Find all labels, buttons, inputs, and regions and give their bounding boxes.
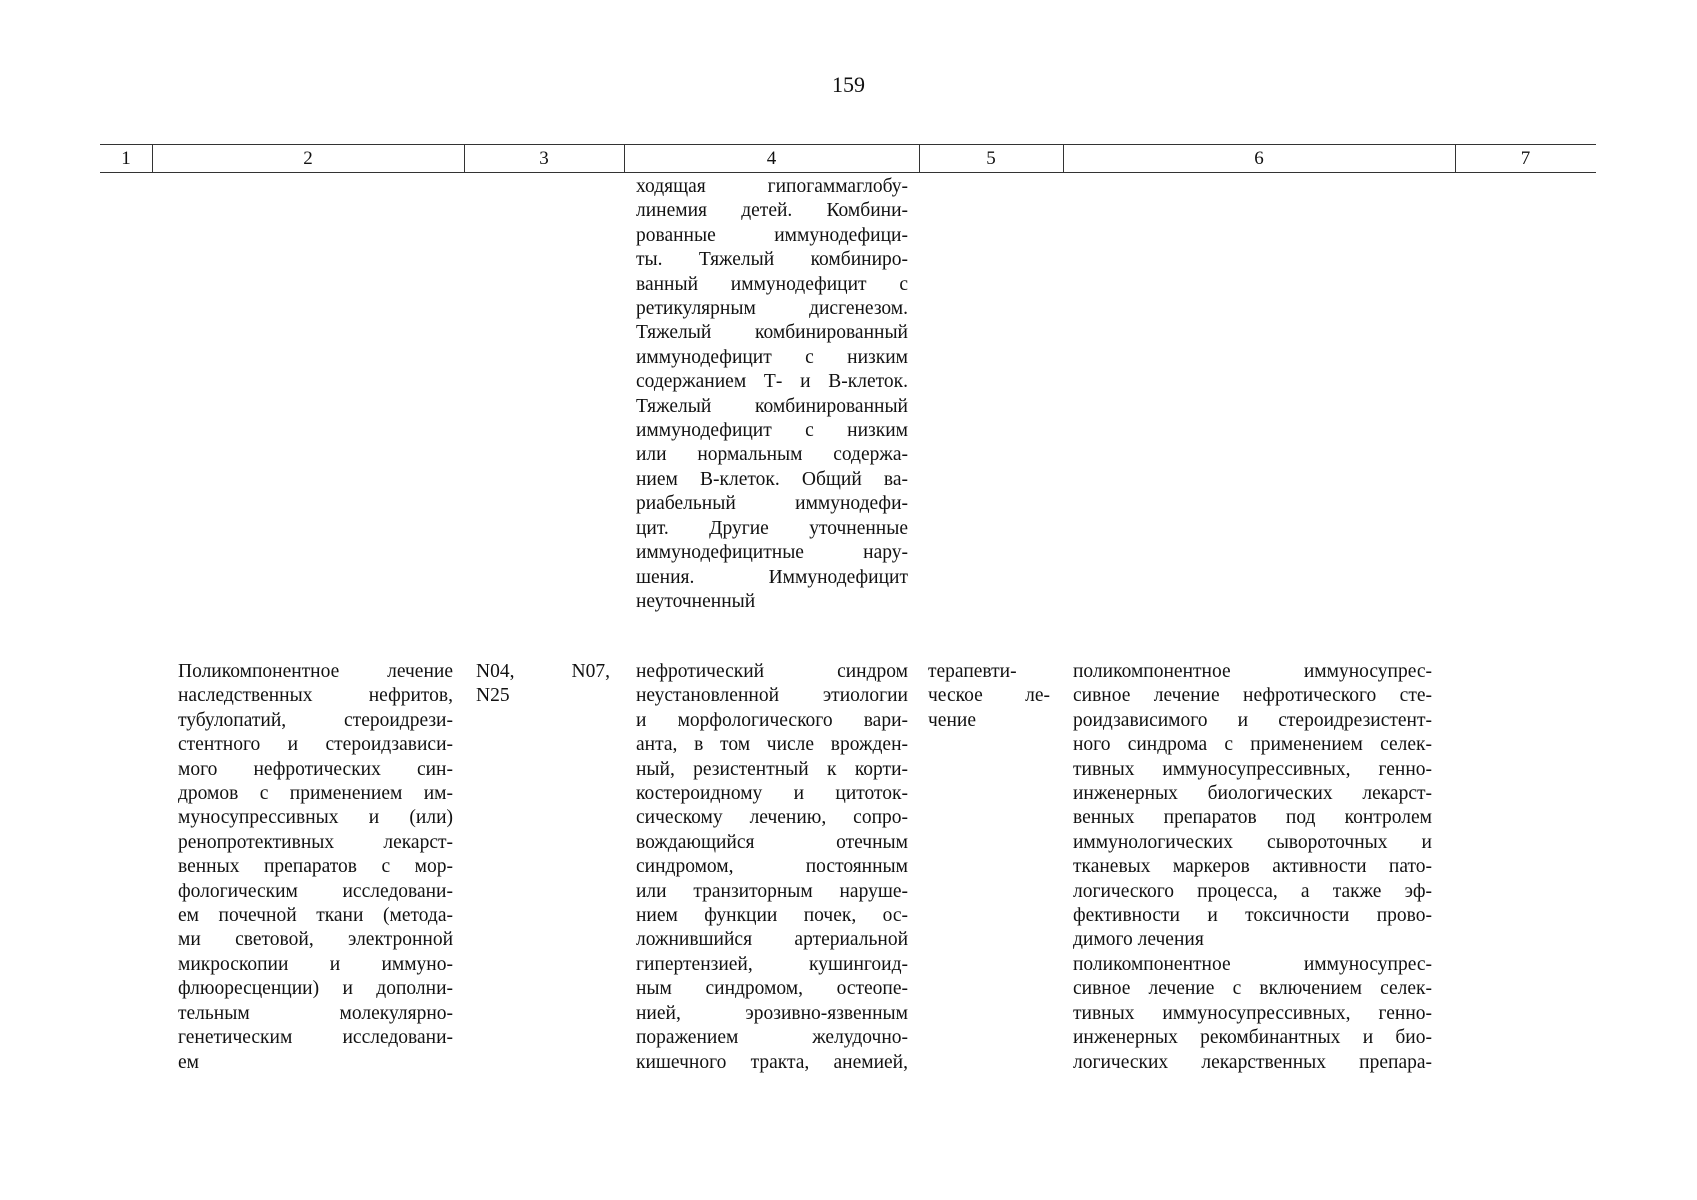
text-line: фологическим исследовани- [178, 880, 453, 902]
text-line: ный, резистентный к корти- [636, 758, 908, 780]
treatment-type-cell [928, 660, 1050, 733]
column-number-7: 7 [1520, 148, 1531, 169]
text-line: цит. Другие уточненные [636, 517, 908, 539]
text-line: инженерных биологических лекарст- [1073, 783, 1432, 805]
text-line: ем [178, 1051, 199, 1073]
text-line: содержанием Т- и В-клеток. [636, 371, 908, 393]
text-line: иммунодефицитные нару- [636, 542, 908, 564]
text-line: риабельный иммунодефи- [636, 493, 908, 515]
text-line: флюоресценции) и дополни- [178, 978, 453, 1000]
continued-diagnoses-cell [636, 175, 908, 614]
text-line: ходящая гипогаммаглобу- [636, 176, 908, 197]
text-line: микроскопии и иммуно- [178, 953, 453, 975]
text-line: Поликомпонентное лечение [178, 661, 453, 682]
text-line: рованные иммунодефици- [636, 224, 908, 246]
text-line: дромов с применением им- [178, 783, 453, 805]
text-line: кишечного тракта, анемией, [636, 1051, 908, 1073]
text-line: N04, N07, [476, 661, 610, 682]
text-line: синдромом, постоянным [636, 856, 908, 878]
column-number-2: 2 [303, 148, 313, 169]
text-line: сическому лечению, сопро- [636, 807, 908, 829]
text-line: нием функции почек, ос- [636, 905, 908, 927]
diagnosis-cell [636, 660, 908, 1075]
text-line: тубулопатий, стероидрези- [178, 709, 453, 731]
text-line: наследственных нефритов, [178, 685, 453, 707]
service-name-cell [178, 660, 453, 1075]
text-line: или нормальным содержа- [636, 444, 908, 466]
text-line: логических лекарственных препара- [1073, 1051, 1432, 1073]
column-number-5: 5 [986, 148, 996, 169]
column-number-4: 4 [766, 148, 777, 169]
text-line: костероидному и цитоток- [636, 783, 908, 805]
text-line: ложнившийся артериальной [636, 929, 908, 951]
text-line: вождающийся отечным [636, 831, 908, 853]
text-line: неустановленной этиологии [636, 685, 908, 707]
text-line: генетическим исследовани- [178, 1027, 453, 1049]
text-line: ным синдромом, остеопе- [636, 978, 908, 1000]
text-line: Тяжелый комбинированный [636, 322, 908, 344]
text-line: или транзиторным наруше- [636, 880, 908, 902]
text-line: чение [928, 709, 976, 731]
icd-codes-cell [476, 660, 610, 709]
text-line: ты. Тяжелый комбиниро- [636, 249, 908, 271]
column-number-1: 1 [121, 148, 131, 169]
text-line: нией, эрозивно-язвенным [636, 1002, 908, 1024]
text-line: ческое ле- [928, 685, 1050, 707]
text-line: муносупрессивных и (или) [178, 807, 453, 829]
text-line: ванный иммунодефицит с [636, 273, 908, 295]
text-line: тканевых маркеров активности пато- [1073, 856, 1432, 878]
text-line: мого нефротических син- [178, 758, 453, 780]
text-line: роидзависимого и стероидрезистент- [1073, 709, 1432, 731]
text-line: венных препаратов под контролем [1073, 807, 1432, 829]
text-line: анта, в том числе врожден- [636, 734, 908, 756]
text-line: N25 [476, 685, 510, 707]
text-line: неуточненный [636, 590, 756, 612]
column-number-6: 6 [1254, 148, 1264, 169]
text-line: и морфологического вари- [636, 709, 908, 731]
text-line: сивное лечение нефротического сте- [1073, 685, 1432, 707]
table-header-row [100, 144, 1596, 173]
text-line: гипертензией, кушингоид- [636, 953, 908, 975]
text-line: нефротический синдром [636, 661, 908, 682]
text-line: линемия детей. Комбини- [636, 200, 908, 222]
text-line: иммунодефицит с низким [636, 346, 908, 368]
text-line: ретикулярным дисгенезом. [636, 298, 908, 320]
text-line: шения. Иммунодефицит [636, 566, 908, 588]
treatment-method-cell [1073, 660, 1432, 1075]
text-line: тельным молекулярно- [178, 1002, 453, 1024]
text-line: тивных иммуносупрессивных, генно- [1073, 758, 1432, 780]
text-line: терапевти- [928, 661, 1017, 682]
text-line: ренопротективных лекарст- [178, 831, 453, 853]
text-line: венных препаратов с мор- [178, 856, 453, 878]
column-number-3: 3 [539, 148, 549, 169]
text-line: иммунологических сывороточных и [1073, 831, 1432, 853]
text-line: иммунодефицит с низким [636, 420, 908, 442]
text-line: димого лечения [1073, 929, 1204, 951]
text-line: логического процесса, а также эф- [1073, 880, 1432, 902]
text-line: сивное лечение с включением селек- [1073, 978, 1432, 1000]
text-line: инженерных рекомбинантных и био- [1073, 1027, 1432, 1049]
text-line: фективности и токсичности прово- [1073, 905, 1432, 927]
text-line: Тяжелый комбинированный [636, 395, 908, 417]
text-line: ем почечной ткани (метода- [178, 905, 453, 927]
text-line: поликомпонентное иммуносупрес- [1073, 953, 1432, 975]
text-line: нием В-клеток. Общий ва- [636, 468, 908, 490]
text-line: тивных иммуносупрессивных, генно- [1073, 1002, 1432, 1024]
page-number: 159 [832, 72, 865, 97]
text-line: ного синдрома с применением селек- [1073, 734, 1432, 756]
text-line: стентного и стероидзависи- [178, 734, 453, 756]
text-line: поражением желудочно- [636, 1027, 908, 1049]
text-line: ми световой, электронной [178, 929, 453, 951]
services-table [100, 144, 1596, 1073]
text-line: поликомпонентное иммуносупрес- [1073, 661, 1432, 682]
